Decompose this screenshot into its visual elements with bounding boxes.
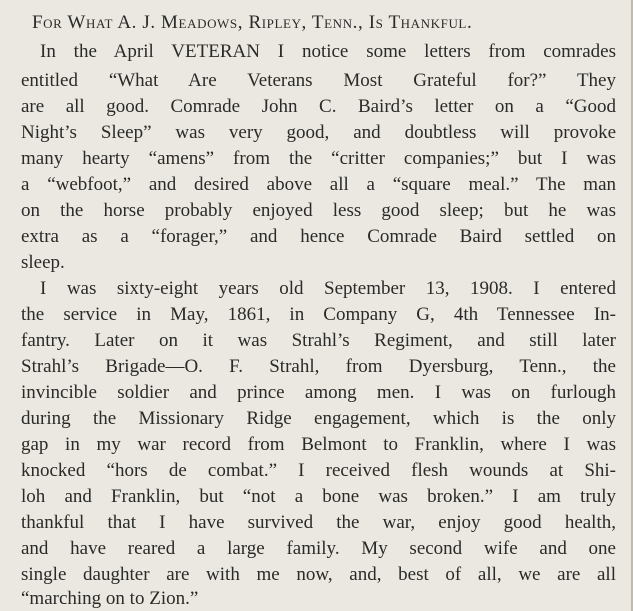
paragraph-2-line-3: fantry. Later on it was Strahl’s Regiment, and still later — [21, 330, 616, 351]
paragraph-1-line-2: entitled “What Are Veterans Most Grateful for?” They — [21, 70, 616, 91]
paragraph-2-line-4: Strahl’s Brigade—O. F. Strahl, from Dyersburg, Tenn., the — [21, 356, 616, 377]
paragraph-2-line-7: gap in my war record from Belmont to Franklin, where I was — [21, 434, 616, 455]
paragraph-2-line-12: single daughter are with me now, and, best of all, we are all — [21, 564, 616, 585]
paragraph-2-line-11: and have reared a large family. My second wife and one — [21, 538, 616, 559]
paragraph-1-line-7: on the horse probably enjoyed less good sleep; but he was — [21, 200, 616, 221]
paragraph-2-line-2: the service in May, 1861, in Company G, 4th Tennessee In- — [21, 304, 616, 325]
paragraph-2-line-1: I was sixty-eight years old September 13, 1908. I entered — [40, 278, 616, 299]
paragraph-2-line-8: knocked “hors de combat.” I received flesh wounds at Shi- — [21, 460, 616, 481]
paragraph-2-line-6: during the Missionary Ridge engagement, which is the only — [21, 408, 616, 429]
paragraph-1-line-8: extra as a “forager,” and hence Comrade Baird settled on — [21, 226, 616, 247]
paragraph-2-line-13: “marching on to Zion.” — [21, 588, 199, 609]
paragraph-1-line-6: a “webfoot,” and desired above all a “square meal.” The man — [21, 174, 616, 195]
paragraph-1-line-1: In the April VETERAN I notice some letters from comrades — [40, 41, 616, 62]
paragraph-1-line-5: many hearty “amens” from the “critter companies;” but I was — [21, 148, 616, 169]
paragraph-2-line-5: invincible soldier and prince among men. I was on furlough — [21, 382, 616, 403]
paragraph-1-line-4: Night’s Sleep” was very good, and doubtless will provoke — [21, 122, 616, 143]
paragraph-2-line-9: loh and Franklin, but “not a bone was broken.” I am truly — [21, 486, 616, 507]
paragraph-1-line-9: sleep. — [21, 252, 65, 273]
paragraph-2-line-10: thankful that I have survived the war, enjoy good health, — [21, 512, 616, 533]
paragraph-1-line-3: are all good. Comrade John C. Baird’s letter on a “Good — [21, 96, 616, 117]
article-heading: For What A. J. Meadows, Ripley, Tenn., Is Thankful. — [32, 12, 473, 33]
